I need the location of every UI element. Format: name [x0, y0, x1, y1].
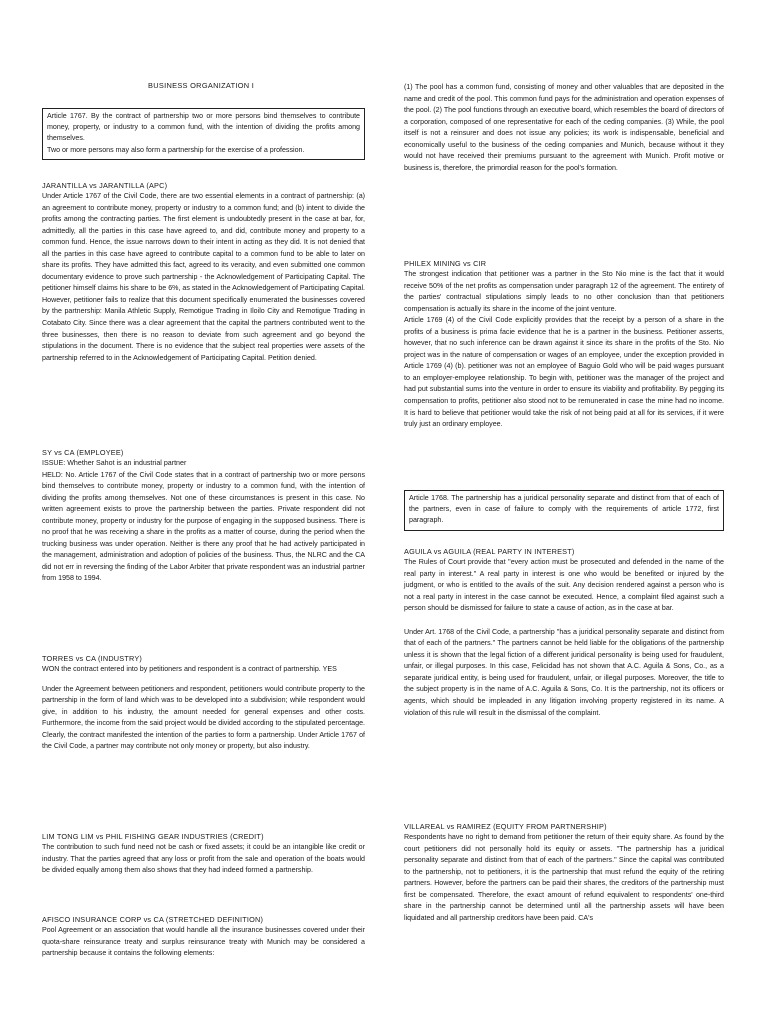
case-villareal [404, 821, 724, 924]
case-won: WON the contract entered into by petitioners and respondent is a contract of partnership. YES [42, 665, 337, 673]
article-1767-profession-text: Two or more persons may also form a partnership for the exercise of a profession. [47, 145, 305, 154]
article-1767-text: Article 1767. By the contract of partnership two or more persons bind themselves to contribute money, property, or industry to a common fund, with the intention of dividing the profits among themselves. [47, 112, 360, 143]
case-body: The Rules of Court provide that "every action must be prosecuted and defended in the name of the real party in interest." A real party in interest is one who would be benefited or injured by the judgment, or who is entitled to the avails of the suit. Any decision rendered against a person who is not a real party in interest in the case cannot be executed. Hence, a complaint filed against such a person should be dismissed for failure to state a cause of action, as in the case at bar. [404, 558, 724, 613]
case-body: Article 1769 (4) of the Civil Code explicitly provides that the receipt by a person of a share in the profits of a business is prima facie evidence that he is a partner in the business. Petitioner asserts, however, that no such inference can be drawn against it since its share in the profits of the Sto. Nio project was in the nature of compensation or wages of an employee, under the exception provided in Article 1769 (4) (b). petitioner was not an employee of Baguio Gold who will be paid wages pursuant to an employer-employee relationship. To begin with, petitioner was the manager of the project and had put substantial sums into the venture in order to ensure its viability and profitability. By pegging its compensation to profits, petitioner also stood not to be remunerated in case the mine had no income. It is hard to believe that petitioner would take the risk of not being paid at all for its services, if it were truly just an ordinary employee. [404, 316, 724, 429]
case-jarantilla [42, 180, 365, 364]
case-heading: LIM TONG LIM vs PHIL FISHING GEAR INDUSTRIES (CREDIT) [42, 832, 264, 841]
case-heading: SY vs CA (EMPLOYEE) [42, 448, 124, 457]
case-torres [42, 653, 365, 753]
case-heading: TORRES vs CA (INDUSTRY) [42, 654, 143, 663]
case-body: The strongest indication that petitioner was a partner in the Sto Nio mine is the fact that it would receive 50% of the net profits as compensation under paragraph 12 of the agreement. The entirety of the parties' contractual stipulations simply leads to no other conclusion than that petitioners compensation is actually its share in the income of the joint venture. [404, 270, 724, 313]
case-issue: ISSUE: Whether Sahot is an industrial partner [42, 459, 187, 467]
case-body: The contribution to such fund need not be cash or fixed assets; it could be an intangible like credit or industry. That the parties agreed that any loss or profit from the sale and operation of the boats would be divided equally among them also shows that they had indeed formed a partnership. [42, 843, 365, 875]
case-philex [404, 258, 724, 431]
case-sy [42, 447, 365, 585]
afisco-pool-elements [404, 82, 724, 174]
case-body: Respondents have no right to demand from petitioner the return of their equity share. As found by the court petitioners did not personally hold its equity or assets. "The partnership has a juridical personality separate and distinct from that of each of the partners." Since the capital was contributed to the partnership, not to petitioners, it is the partnership that must refund the equity of the retiring partners. However, before the partners can be paid their shares, the creditors of the partnership must first be compensated. Therefore, the exact amount of refund equivalent to respondents' one-third share in the partnership cannot be determined until all the partnership assets will have been liquidated and all partnership creditors have been paid. CA's [404, 833, 724, 922]
case-limtong [42, 831, 365, 877]
article-1768-text: Article 1768. The partnership has a juridical personality separate and distinct from that of each of the partners, even in case of failure to comply with the requirements of article 1772, first paragraph. [409, 494, 719, 525]
case-aguila [404, 546, 724, 719]
case-body: Under the Agreement between petitioners and respondent, petitioners would contribute property to the partnership in the form of land which was to be developed into a subdivision; while respondent would give, in addition to his industry, the amount needed for general expenses and other costs. Furthermore, the income from the said project would be divided according to the stipulated percentage. Clearly, the contract manifested the intention of the parties to form a partnership. Under Article 1767 of the Civil Code, a partner may contribute not only money or property, but also industry. [42, 684, 365, 751]
case-heading: AGUILA vs AGUILA (REAL PARTY IN INTEREST) [404, 547, 575, 556]
case-body: Under Art. 1768 of the Civil Code, a partnership "has a juridical personality separate and distinct from that of each of the partners." The partners cannot be held liable for the obligations of the partnership unless it is shown that the legal fiction of a different juridical personality is being used for fraudulent, unfair, or illegal purposes. In this case, Felicidad has not shown that A.C. Aguila & Sons, Co., as a separate juridical entity, is being used for fraudulent, unfair, or illegal purposes. Moreover, the title to the subject property is in the name of A.C. Aguila & Sons, Co. It is the partnership, not its officers or agents, which should be impleaded in any litigation involving property registered in its name. A violation of this rule will result in the dismissal of the complaint. [404, 627, 724, 717]
case-body: Under Article 1767 of the Civil Code, there are two essential elements in a contract of partnership: (a) an agreement to contribute money, property or industry to a common fund; and (b) intent to divide the profits among the contracting parties. The first element is undoubtedly present in the case at bar, for, admittedly, all the parties in this case have agreed to, and did, contribute money and property to a common fund. Hence, the issue narrows down to their intent in acting as they did. It is not denied that all the parties in this case have agreed to contribute capital to a common fund to be able to later on share its profits. They have admitted this fact, agreed to its veracity, and even submitted one common documentary evidence to prove such partnership - the Acknowledgement of Participating Capital. The petitioner himself claims his share to be 6%, as stated in the Acknowledgement of Participating Capital. However, petitioner fails to realize that this document specifically enumerated the businesses covered by the partnership: Manila Athletic Supply, Remotigue Trading in Iloilo City and Remotigue Trading in Cotabato City. Since there was a clear agreement that the capital the partners contributed went to the three businesses, then there is no reason to deviate from such agreement and go beyond the stipulations in the document. There is no evidence that the subject real properties were assets of the partnership referred to in the Acknowledgement of Participating Capital. Petition denied. [42, 192, 365, 362]
case-heading: JARANTILLA vs JARANTILLA (APC) [42, 181, 168, 190]
case-heading: PHILEX MINING vs CIR [404, 259, 487, 268]
document-title: BUSINESS ORGANIZATION I [148, 81, 255, 90]
case-heading: VILLAREAL vs RAMIREZ (EQUITY FROM PARTNERSHIP) [404, 822, 607, 831]
article-1767-box [42, 108, 365, 160]
case-body: HELD: No. Article 1767 of the Civil Code states that in a contract of partnership two or more persons bind themselves to contribute money, property or industry to a common fund, with the intention of dividing the profits among themselves. Not one of these circumstances is present in this case. No written agreement exists to prove the partnership between the parties. Private respondent did not contribute money, property or industry for the purpose of engaging in the supposed business. There is no proof that he was receiving a share in the profits as a matter of course, during the period when the trucking business was under operation. Neither is there any proof that he had actively participated in the management, administration and adoption of policies of the business. Thus, the NLRC and the CA did not err in reversing the finding of the Labor Arbiter that private respondent was an industrial partner from 1958 to 1994. [42, 470, 365, 583]
article-1768-box [404, 490, 724, 531]
case-afisco [42, 914, 365, 960]
case-body: (1) The pool has a common fund, consisting of money and other valuables that are deposited in the name and credit of the pool. This common fund pays for the administration and operation expenses of the pool. (2) The pool functions through an executive board, which resembles the board of directors of a corporation, composed of one representative for each of the ceding companies. (3) While, the pool itself is not a reinsurer and does not issue any policies; its work is indispensable, beneficial and economically useful to the business of the ceding companies and Munich, because without it they would not have received their premiums pursuant to the agreement with Munich. Profit motive or business is, therefore, the primordial reason for the pool's formation. [404, 83, 724, 172]
case-body: Pool Agreement or an association that would handle all the insurance businesses covered under their quota-share reinsurance treaty and surplus reinsurance treaty with Munich may be considered a partnership because it contains the following elements: [42, 926, 365, 958]
case-heading: AFISCO INSURANCE CORP vs CA (STRETCHED DEFINITION) [42, 915, 264, 924]
